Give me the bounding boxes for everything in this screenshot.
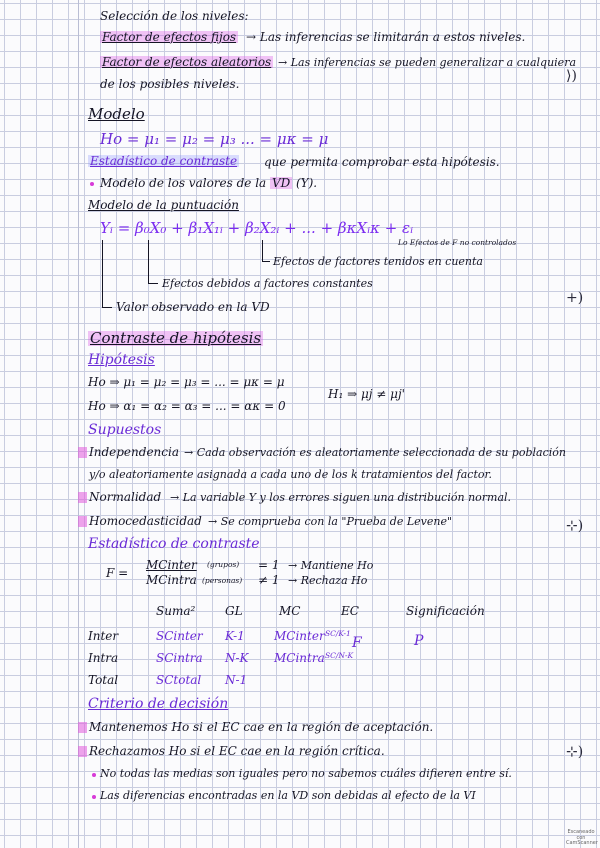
table-row-inter-suma: SCinter [156,629,203,643]
eq-mantiene: → Mantiene Ho [288,559,374,572]
bullet-dot-3 [92,795,96,799]
fijos-text: → Las inferencias se limitarán a estos niveles. [246,30,526,44]
table-row-inter-mc-frac: SC/K-1 [325,629,351,638]
seleccion-title: Selección de los niveles: [100,9,249,23]
table-row-total-gl: N-1 [225,673,248,687]
contraste-title: Contraste de hipótesis [90,329,262,347]
table-header-ec: EC [341,604,359,618]
modelo-title: Modelo [88,105,145,123]
table-header-mc: MC [279,604,301,618]
table-row-intra-label: Intra [88,651,119,665]
criterio-bullet-1: No todas las medias son iguales pero no sabemos cuáles difieren entre sí. [100,767,512,780]
table-row-intra-suma: SCintra [156,651,203,665]
hipotesis-h0-alpha: Ho ⇒ α₁ = α₂ = α₃ = ... = ακ = 0 [88,399,286,413]
hipotesis-h1: H₁ ⇒ μj ≠ μj' [328,387,405,401]
note-tenidos: Efectos de factores tenidos en cuenta [273,255,483,268]
bracket-tenidos [262,240,263,262]
f-denominator: MCintra [146,573,197,587]
table-row-inter-mc: MCinter [274,629,325,643]
bracket-valor [102,240,103,308]
eq-equal-one: = 1 [258,558,280,572]
supuestos-title: Supuestos [88,422,162,438]
estadistico-title: Estadístico de contraste [88,536,260,552]
note-constantes: Efectos debidos a factores constantes [162,277,373,290]
table-header-suma: Suma² [156,604,196,618]
table-row-total-suma: SCtotal [156,673,202,687]
modelo-estadistico-label: Estadístico de contraste [90,154,238,168]
homo-label: Homocedasticidad [89,514,202,528]
table-row-inter-ec: F [352,635,362,651]
hipotesis-title: Hipótesis [88,352,155,368]
bracket-constantes-arm [148,283,158,284]
stamp-line-1: Escaneado con [567,829,595,841]
modelo-equation: Yᵢ = β₀X₀ + β₁X₁ᵢ + β₂X₂ᵢ + ... + βκXᵢκ + εᵢ [100,219,414,237]
criterio-bullet-2: Las diferencias encontradas en la VD son debidas al efecto de la VI [100,789,476,802]
eq-rechaza: → Rechaza Ho [288,574,368,587]
margin-mark-2: +) [566,290,584,306]
aleatorios-text: → Las inferencias se pueden generalizar a cualquiera [278,56,577,69]
table-header-significacion: Significación [406,604,485,618]
table-row-inter-label: Inter [88,629,119,643]
modelo-valores-hl: VD [272,176,291,190]
aleatorios-text-2: de los posibles niveles. [100,77,240,91]
margin-mark-4: ⊹) [566,744,584,760]
aleatorios-label: Factor de efectos aleatorios [102,55,272,69]
bracket-constantes [148,240,149,284]
criterio-rechazar: Rechazamos Ho si el EC cae en la región crítica. [89,744,385,758]
homo-text: → Se comprueba con la "Prueba de Levene" [208,515,453,528]
marker-independencia [78,447,87,458]
margin-line [78,0,79,848]
eq-not-one: ≠ 1 [258,573,280,587]
puntuacion-title: Modelo de la puntuación [88,198,239,212]
table-header-gl: GL [225,604,243,618]
margin-mark-1: ⟩) [566,68,577,84]
note-valor: Valor observado en la VD [116,300,270,314]
bracket-tenidos-arm [262,261,270,262]
marker-mantener [78,722,87,733]
fijos-label: Factor de efectos fijos [102,30,237,44]
modelo-valores-tail: (Y). [296,176,318,190]
table-row-intra-mc: MCintra [274,651,325,665]
criterio-mantener: Mantenemos Ho si el EC cae en la región de aceptación. [89,720,434,734]
stamp-line-2: CamScanner [566,840,598,846]
marker-normalidad [78,492,87,503]
table-row-total-label: Total [88,673,119,687]
f-numerator: MCinter [146,558,197,572]
table-row-inter-sig: P [414,633,424,649]
f-numerator-sub: (grupos) [207,560,240,569]
normal-text: → La variable Y y los errores siguen una distribución normal. [170,491,512,504]
normal-label: Normalidad [89,490,162,504]
table-row-inter-gl: K-1 [225,629,245,643]
modelo-estadistico-text: que permita comprobar esta hipótesis. [264,155,500,169]
hipotesis-h0-mu: Ho ⇒ μ₁ = μ₂ = μ₃ = ... = μκ = μ [88,375,285,389]
marker-homocedasticidad [78,516,87,527]
table-row-intra-gl: N-K [225,651,249,665]
indep-text: → Cada observación es aleatoriamente seleccionada de su población [184,446,566,459]
table-row-intra-mc-frac: SC/N-K [325,651,354,660]
bracket-valor-arm [102,307,112,308]
bullet-dot-2 [92,773,96,777]
bullet-dot [90,182,94,186]
modelo-valores-text: Modelo de los valores de la [100,176,267,190]
note-no-controlados: Lo Efectos de F no controlados [398,238,517,247]
f-label: F = [106,566,129,580]
camscanner-stamp [566,830,596,847]
marker-rechazar [78,746,87,757]
criterio-title: Criterio de decisión [88,696,229,712]
indep-text-2: y/o aleatoriamente asignada a cada uno de los k tratamientos del factor. [89,468,493,481]
margin-mark-3: ⊹) [566,518,584,534]
indep-label: Independencia [89,445,179,459]
modelo-h0: Ho = μ₁ = μ₂ = μ₃ ... = μκ = μ [100,130,329,148]
f-denominator-sub: (personas) [202,576,243,585]
